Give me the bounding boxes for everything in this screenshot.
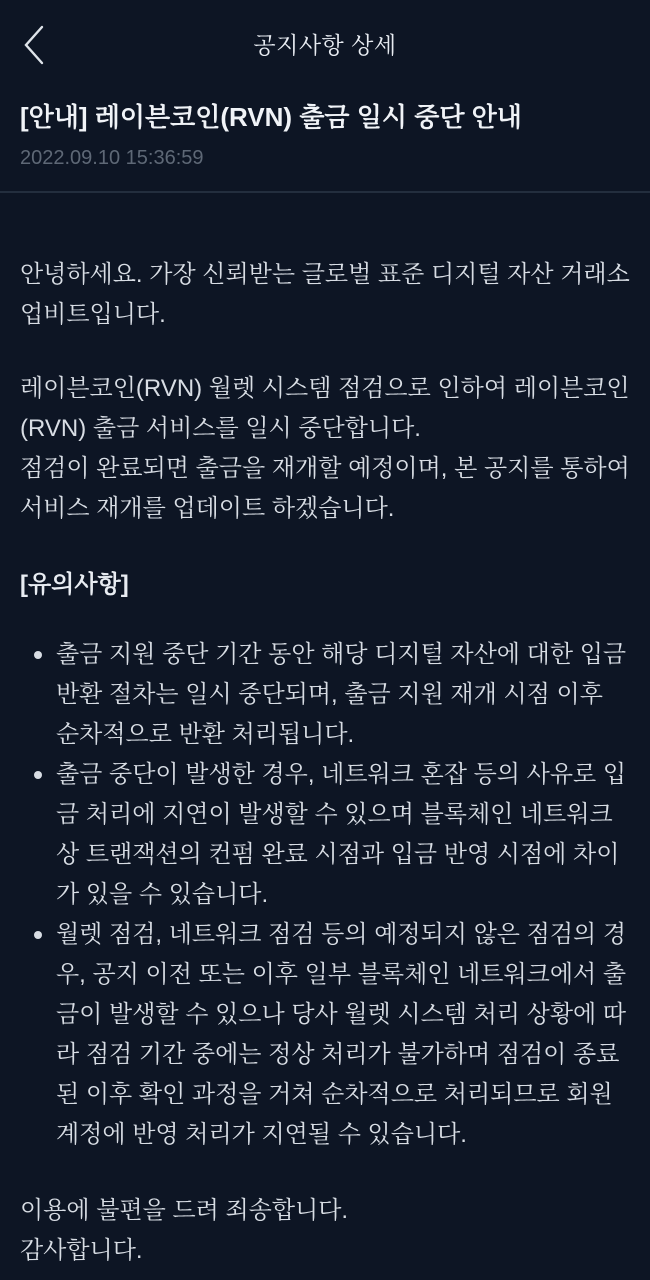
- closing-paragraph: [20, 1191, 630, 1271]
- closing-line: 감사합니다.: [20, 1237, 143, 1264]
- divider: [0, 191, 650, 193]
- notice-title-block: [0, 86, 650, 170]
- body-paragraph: [20, 369, 630, 529]
- body-paragraph-line: 레이븐코인(RVN) 월렛 시스템 점검으로 인하여 레이븐코인(RVN) 출금 서비스를 일시 중단합니다.: [20, 375, 630, 442]
- bullet-dot-icon: [34, 651, 42, 659]
- chevron-left-icon: [21, 23, 47, 67]
- notice-date: 2022.09.10 15:36:59: [20, 147, 204, 169]
- list-item-text: 월렛 점검, 네트워크 점검 등의 예정되지 않은 점검의 경우, 공지 이전 또는 이후 일부 블록체인 네트워크에서 출금이 발생할 수 있으나 당사 월렛 시스템 처리 상황에 따라 점검 기간 중에는 정상 처리가 불가하며 점검이 종료된 이후 확인 과정을 거쳐 순차적으로 처리되므로 회원 계정에 반영 처리가 지연될 수 있습니다.: [56, 921, 627, 1148]
- notice-title: [안내] 레이븐코인(RVN) 출금 일시 중단 안내: [20, 102, 522, 132]
- bullet-dot-icon: [34, 771, 42, 779]
- body-paragraph-line: 점검이 완료되면 출금을 재개할 예정이며, 본 공지를 통하여 서비스 재개를 업데이트 하겠습니다.: [20, 455, 630, 522]
- section-heading: [유의사항]: [20, 571, 129, 598]
- bullet-dot-icon: [34, 931, 42, 939]
- notice-body: [0, 255, 650, 1271]
- list-item-text: 출금 중단이 발생한 경우, 네트워크 혼잡 등의 사유로 입금 처리에 지연이 발생할 수 있으며 블록체인 네트워크상 트랜잭션의 컨펌 완료 시점과 입금 반영 시점에 차이가 있을 수 있습니다.: [56, 761, 627, 908]
- header: [0, 0, 650, 86]
- notes-list: [20, 635, 630, 1155]
- list-item: [20, 755, 630, 915]
- list-item-text: 출금 지원 중단 기간 동안 해당 디지털 자산에 대한 입금 반환 절차는 일시 중단되며, 출금 지원 재개 시점 이후 순차적으로 반환 처리됩니다.: [56, 641, 627, 748]
- notice-detail: [0, 86, 650, 1271]
- page-title: 공지사항 상세: [253, 31, 397, 58]
- back-button[interactable]: [6, 14, 62, 76]
- closing-line: 이용에 불편을 드려 죄송합니다.: [20, 1197, 349, 1224]
- list-item: [20, 915, 630, 1155]
- list-item: [20, 635, 630, 755]
- greeting-paragraph: 안녕하세요. 가장 신뢰받는 글로벌 표준 디지털 자산 거래소 업비트입니다.: [20, 261, 630, 328]
